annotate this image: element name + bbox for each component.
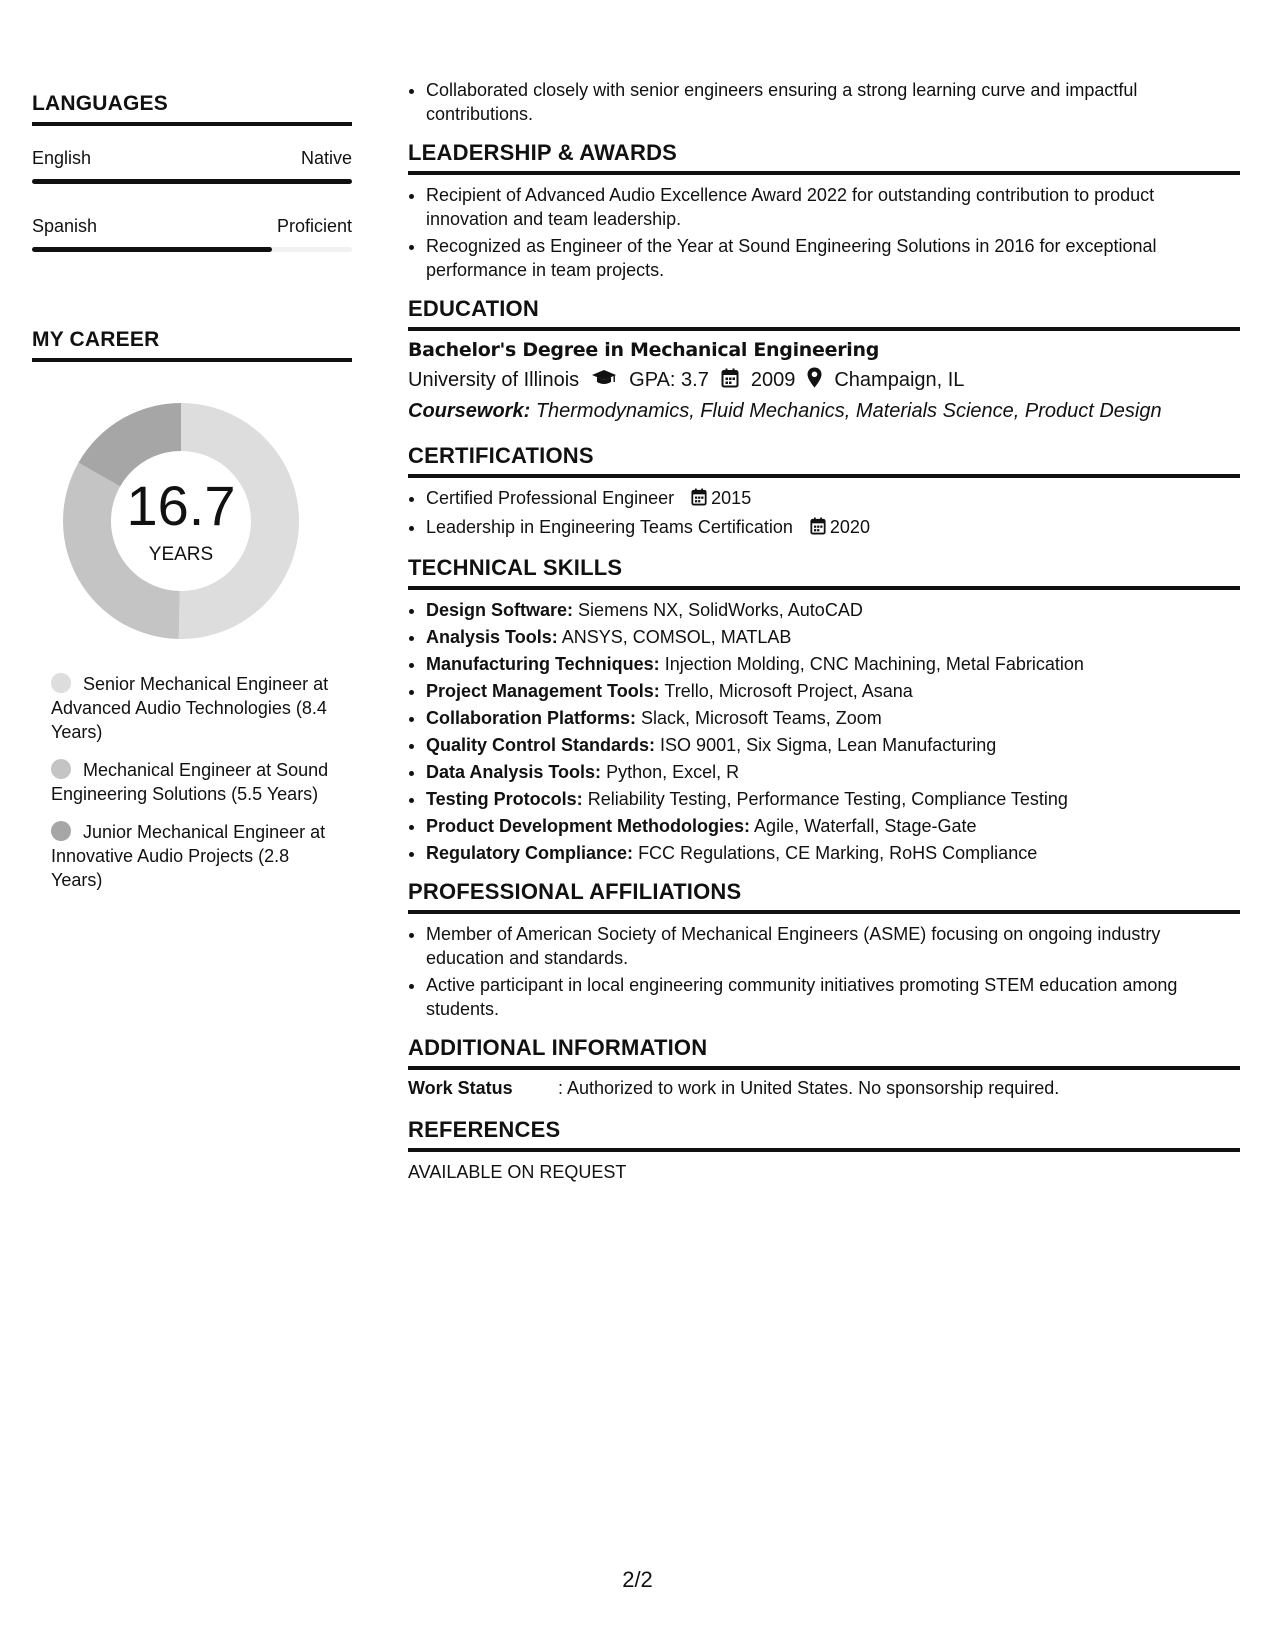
references-heading: REFERENCES	[408, 1117, 1240, 1152]
skill-label: Product Development Methodologies:	[426, 816, 751, 836]
career-heading: MY CAREER	[32, 328, 352, 362]
language-name: English	[32, 148, 92, 168]
languages-heading: LANGUAGES	[32, 92, 352, 126]
career-legend	[51, 672, 336, 892]
legend-item	[51, 672, 336, 744]
career-total-years: 16.7	[126, 474, 236, 537]
skills-list	[408, 598, 1240, 865]
work-status-label: Work Status	[408, 1078, 513, 1098]
certification-year: 2020	[829, 517, 870, 537]
map-pin-icon	[807, 367, 822, 394]
language-bar	[32, 247, 352, 252]
legend-label: Senior Mechanical Engineer at Advanced Audio Technologies (8.4 Years)	[51, 674, 329, 742]
additional-info-section	[408, 1035, 1240, 1099]
affiliations-heading: PROFESSIONAL AFFILIATIONS	[408, 879, 1240, 914]
skill-item	[426, 760, 1240, 784]
legend-label: Junior Mechanical Engineer at Innovative Audio Projects (2.8 Years)	[51, 822, 326, 890]
right-column	[408, 78, 1240, 1183]
skill-label: Regulatory Compliance:	[426, 843, 634, 863]
list-item: • Active participant in local engineering community initiatives promoting STEM education among students.	[426, 973, 1240, 1021]
skill-value: Agile, Waterfall, Stage-Gate	[754, 816, 977, 836]
calendar-icon	[721, 368, 739, 394]
certification-name: Certified Professional Engineer	[426, 488, 675, 508]
certification-item	[426, 486, 1240, 512]
list-item: • Recognized as Engineer of the Year at Sound Engineering Solutions in 2016 for exceptional performance in team projects.	[426, 234, 1240, 282]
language-item-english	[32, 148, 352, 184]
skill-label: Design Software:	[426, 600, 574, 620]
legend-item	[51, 820, 336, 892]
skill-item	[426, 706, 1240, 730]
language-level: Proficient	[276, 216, 352, 236]
experience-tail-list	[408, 78, 1240, 126]
leadership-heading: LEADERSHIP & AWARDS	[408, 140, 1240, 175]
skill-value: Python, Excel, R	[606, 762, 740, 782]
calendar-icon	[691, 488, 707, 512]
skill-value: Trello, Microsoft Project, Asana	[664, 681, 913, 701]
page-number: 2/2	[622, 1567, 653, 1592]
skill-item	[426, 787, 1240, 811]
gpa: GPA: 3.7	[629, 369, 709, 391]
skill-item	[426, 814, 1240, 838]
affiliations-list	[408, 922, 1240, 1021]
skills-heading: TECHNICAL SKILLS	[408, 555, 1240, 590]
leadership-section	[408, 140, 1240, 282]
graduation-cap-icon	[591, 369, 617, 393]
language-bar-fill	[32, 247, 272, 252]
career-years-label: YEARS	[148, 544, 214, 565]
coursework-list: Thermodynamics, Fluid Mechanics, Materials Science, Product Design	[535, 400, 1162, 422]
school-location: Champaign, IL	[834, 369, 965, 391]
language-bar-fill	[32, 179, 352, 184]
references-text: AVAILABLE ON REQUEST	[408, 1162, 627, 1182]
skill-label: Analysis Tools:	[426, 627, 558, 647]
skill-value: ISO 9001, Six Sigma, Lean Manufacturing	[660, 735, 997, 755]
certifications-list	[408, 486, 1240, 541]
skill-value: Reliability Testing, Performance Testing, Compliance Testing	[587, 789, 1068, 809]
language-level: Native	[300, 148, 352, 168]
skill-value: Siemens NX, SolidWorks, AutoCAD	[578, 600, 863, 620]
degree-title: Bachelor's Degree in Mechanical Engineering	[408, 339, 880, 361]
skill-item	[426, 841, 1240, 865]
skill-item	[426, 733, 1240, 757]
skill-item	[426, 598, 1240, 622]
skill-label: Manufacturing Techniques:	[426, 654, 660, 674]
language-item-spanish	[32, 216, 352, 252]
skill-value: FCC Regulations, CE Marking, RoHS Compliance	[638, 843, 1038, 863]
legend-item	[51, 758, 336, 806]
list-item: • Member of American Society of Mechanical Engineers (ASME) focusing on ongoing industry education and standards.	[426, 922, 1240, 970]
skill-label: Project Management Tools:	[426, 681, 660, 701]
skill-label: Data Analysis Tools:	[426, 762, 602, 782]
skill-label: Testing Protocols:	[426, 789, 583, 809]
skill-label: Collaboration Platforms:	[426, 708, 637, 728]
left-column	[32, 92, 352, 906]
work-status-row	[408, 1078, 1240, 1099]
certification-item	[426, 515, 1240, 541]
language-name: Spanish	[32, 216, 98, 236]
school-name: University of Illinois	[408, 369, 580, 391]
skill-value: ANSYS, COMSOL, MATLAB	[561, 627, 792, 647]
skill-item	[426, 652, 1240, 676]
legend-label: Mechanical Engineer at Sound Engineering Solutions (5.5 Years)	[51, 760, 329, 804]
list-item: • Collaborated closely with senior engineers ensuring a strong learning curve and impactful contributions.	[426, 78, 1240, 126]
skills-section	[408, 555, 1240, 865]
coursework-label: Coursework:	[408, 400, 531, 422]
legend-dot	[51, 759, 71, 779]
list-item: • Recipient of Advanced Audio Excellence Award 2022 for outstanding contribution to product innovation and team leadership.	[426, 183, 1240, 231]
certification-year: 2015	[711, 488, 752, 508]
legend-dot	[51, 821, 71, 841]
graduation-year: 2009	[750, 369, 796, 391]
references-section	[408, 1117, 1240, 1183]
education-section	[408, 296, 1240, 423]
certifications-section	[408, 443, 1240, 541]
education-heading: EDUCATION	[408, 296, 1240, 331]
certifications-heading: CERTIFICATIONS	[408, 443, 1240, 478]
skill-value: Injection Molding, CNC Machining, Metal Fabrication	[664, 654, 1084, 674]
skill-value: Slack, Microsoft Teams, Zoom	[641, 708, 882, 728]
certification-name: Leadership in Engineering Teams Certification	[426, 517, 793, 537]
work-status-value: : Authorized to work in United States. No sponsorship required.	[558, 1078, 1060, 1098]
leadership-list	[408, 183, 1240, 282]
language-bar	[32, 179, 352, 184]
skill-label: Quality Control Standards:	[426, 735, 656, 755]
affiliations-section	[408, 879, 1240, 1021]
additional-info-heading: ADDITIONAL INFORMATION	[408, 1035, 1240, 1070]
coursework	[408, 400, 1240, 423]
calendar-icon	[810, 517, 826, 541]
career-donut-chart	[56, 396, 306, 646]
legend-dot	[51, 673, 71, 693]
skill-item	[426, 679, 1240, 703]
education-details	[408, 367, 1240, 394]
skill-item	[426, 625, 1240, 649]
